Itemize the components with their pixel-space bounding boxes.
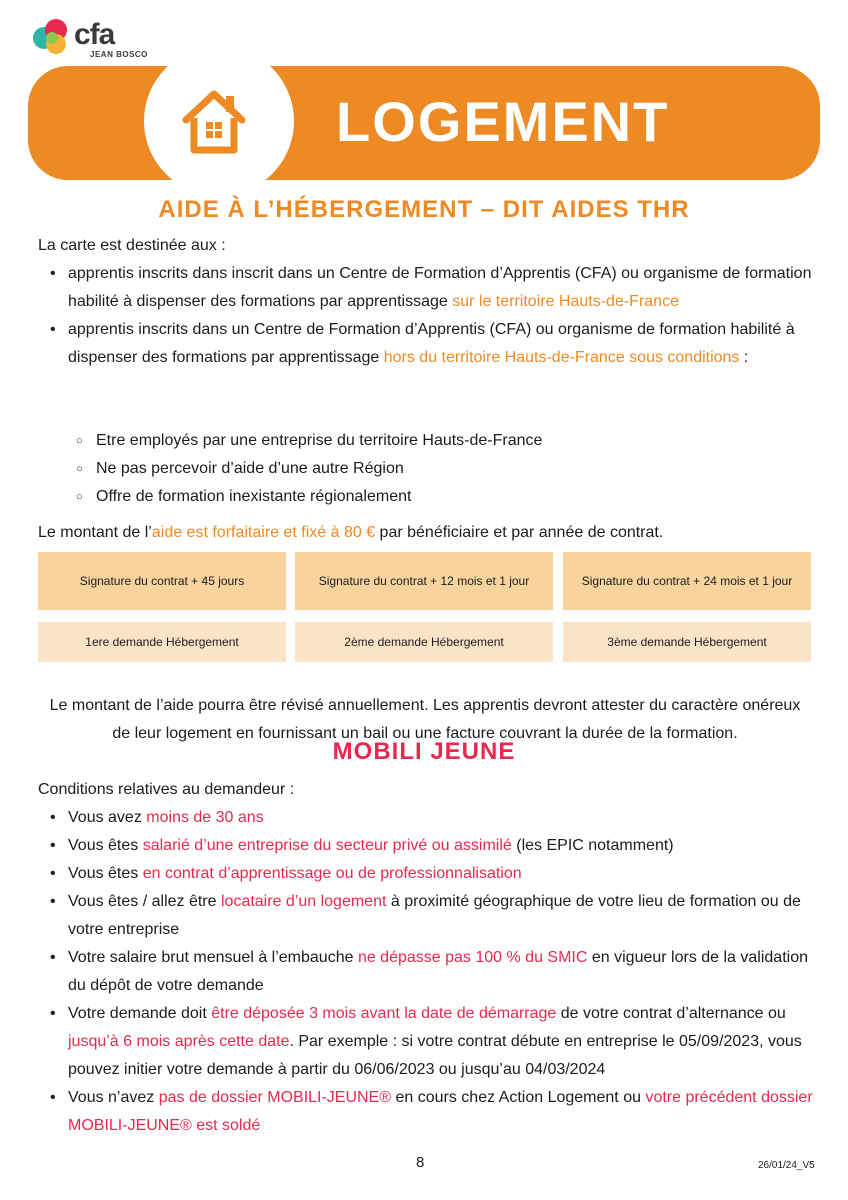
logo-subtext: JEAN BOSCO <box>90 50 148 59</box>
highlight-text: jusqu’à 6 mois après cette date <box>68 1033 290 1050</box>
table-cell: 2ème demande Hébergement <box>295 622 553 662</box>
table-cell: 3ème demande Hébergement <box>563 622 811 662</box>
logo-mark-icon <box>30 16 74 60</box>
highlight-text: moins de 30 ans <box>146 809 264 826</box>
highlight-text: salarié d’une entreprise du secteur privé ou assimilé <box>142 837 512 854</box>
list-item: ○ Etre employés par une entreprise du territoire Hauts-de-France <box>38 427 818 455</box>
highlight-text: en contrat d’apprentissage ou de professionnalisation <box>142 865 522 882</box>
list-item: • Vous êtes salarié d’une entreprise du secteur privé ou assimilé (les EPIC notamment) <box>38 832 818 860</box>
section-heading-thr: AIDE À L’HÉBERGEMENT – DIT AIDES THR <box>158 196 690 223</box>
eligibility-list <box>38 260 818 372</box>
mobili-conditions-list <box>38 804 818 1140</box>
list-item: • apprentis inscrits dans inscrit dans un Centre de Formation d’Apprentis (CFA) ou organisme de formation habilité à dispenser des formations par apprentissage sur le territoire Hauts-de-France <box>38 260 818 316</box>
version-label: 26/01/24_V5 <box>758 1160 815 1171</box>
table-cell: Signature du contrat + 24 mois et 1 jour <box>563 552 811 610</box>
list-item: • Vous êtes en contrat d’apprentissage ou de professionnalisation <box>38 860 818 888</box>
page-number: 8 <box>416 1154 425 1171</box>
section-heading-mobili-jeune: MOBILI JEUNE <box>332 738 516 765</box>
highlight-text: être déposée 3 mois avant la date de démarrage <box>211 1005 557 1022</box>
list-item: • apprentis inscrits dans un Centre de Formation d’Apprentis (CFA) ou organisme de formation habilité à dispenser des formations par apprentissage hors du territoire Hauts-de-France sous conditions : <box>38 316 818 372</box>
banner-title: LOGEMENT <box>336 90 670 153</box>
logo-text: cfa <box>74 18 115 51</box>
house-icon <box>178 84 250 156</box>
revision-paragraph: Le montant de l’aide pourra être révisé annuellement. Les apprentis devront attester du caractère onéreux de leur logement en fournissant un bail ou une facture couvrant la durée de la formation. <box>49 697 801 742</box>
table-cell: 1ere demande Hébergement <box>38 622 286 662</box>
intro-text: Conditions relatives au demandeur : <box>38 781 295 798</box>
list-item: • Votre salaire brut mensuel à l’embauche ne dépasse pas 100 % du SMIC en vigueur lors de la validation du dépôt de votre demande <box>38 944 818 1000</box>
table-cell: Signature du contrat + 12 mois et 1 jour <box>295 552 553 610</box>
highlight-text: votre précédent dossier MOBILI-JEUNE® est soldé <box>68 1089 813 1134</box>
list-item: • Vous êtes / allez être locataire d’un logement à proximité géographique de votre lieu de formation ou de votre entreprise <box>38 888 818 944</box>
amount-text: Le montant de l’aide est forfaitaire et fixé à 80 € par bénéficiaire et par année de contrat. <box>38 524 664 541</box>
table-cell: Signature du contrat + 45 jours <box>38 552 286 610</box>
list-item: ○ Ne pas percevoir d’aide d’une autre Région <box>38 455 818 483</box>
intro-text: La carte est destinée aux : <box>38 237 226 254</box>
list-item: ○ Offre de formation inexistante régionalement <box>38 483 818 511</box>
highlight-text: locataire d’un logement <box>220 893 387 910</box>
list-item: • Vous avez moins de 30 ans <box>38 804 818 832</box>
cfa-logo <box>30 16 150 60</box>
highlight-text: aide est forfaitaire et fixé à 80 € <box>151 524 376 541</box>
highlight-text: pas de dossier MOBILI-JEUNE® <box>158 1089 392 1106</box>
conditions-list <box>38 427 818 511</box>
highlight-text: ne dépasse pas 100 % du SMIC <box>357 949 588 966</box>
highlight-text: sur le territoire Hauts-de-France <box>452 293 679 310</box>
highlight-text: hors du territoire Hauts-de-France sous conditions <box>383 349 740 366</box>
list-item: • Vous n’avez pas de dossier MOBILI-JEUNE® en cours chez Action Logement ou votre précédent dossier MOBILI-JEUNE® est soldé <box>38 1084 818 1140</box>
list-item: • Votre demande doit être déposée 3 mois avant la date de démarrage de votre contrat d’alternance ou jusqu’à 6 mois après cette date. Par exemple : si votre contrat débute en entreprise le 05/09/2023, vous pouvez initier votre demande à partir du 06/06/2023 ou jusqu’au 04/03/2024 <box>38 1000 818 1084</box>
